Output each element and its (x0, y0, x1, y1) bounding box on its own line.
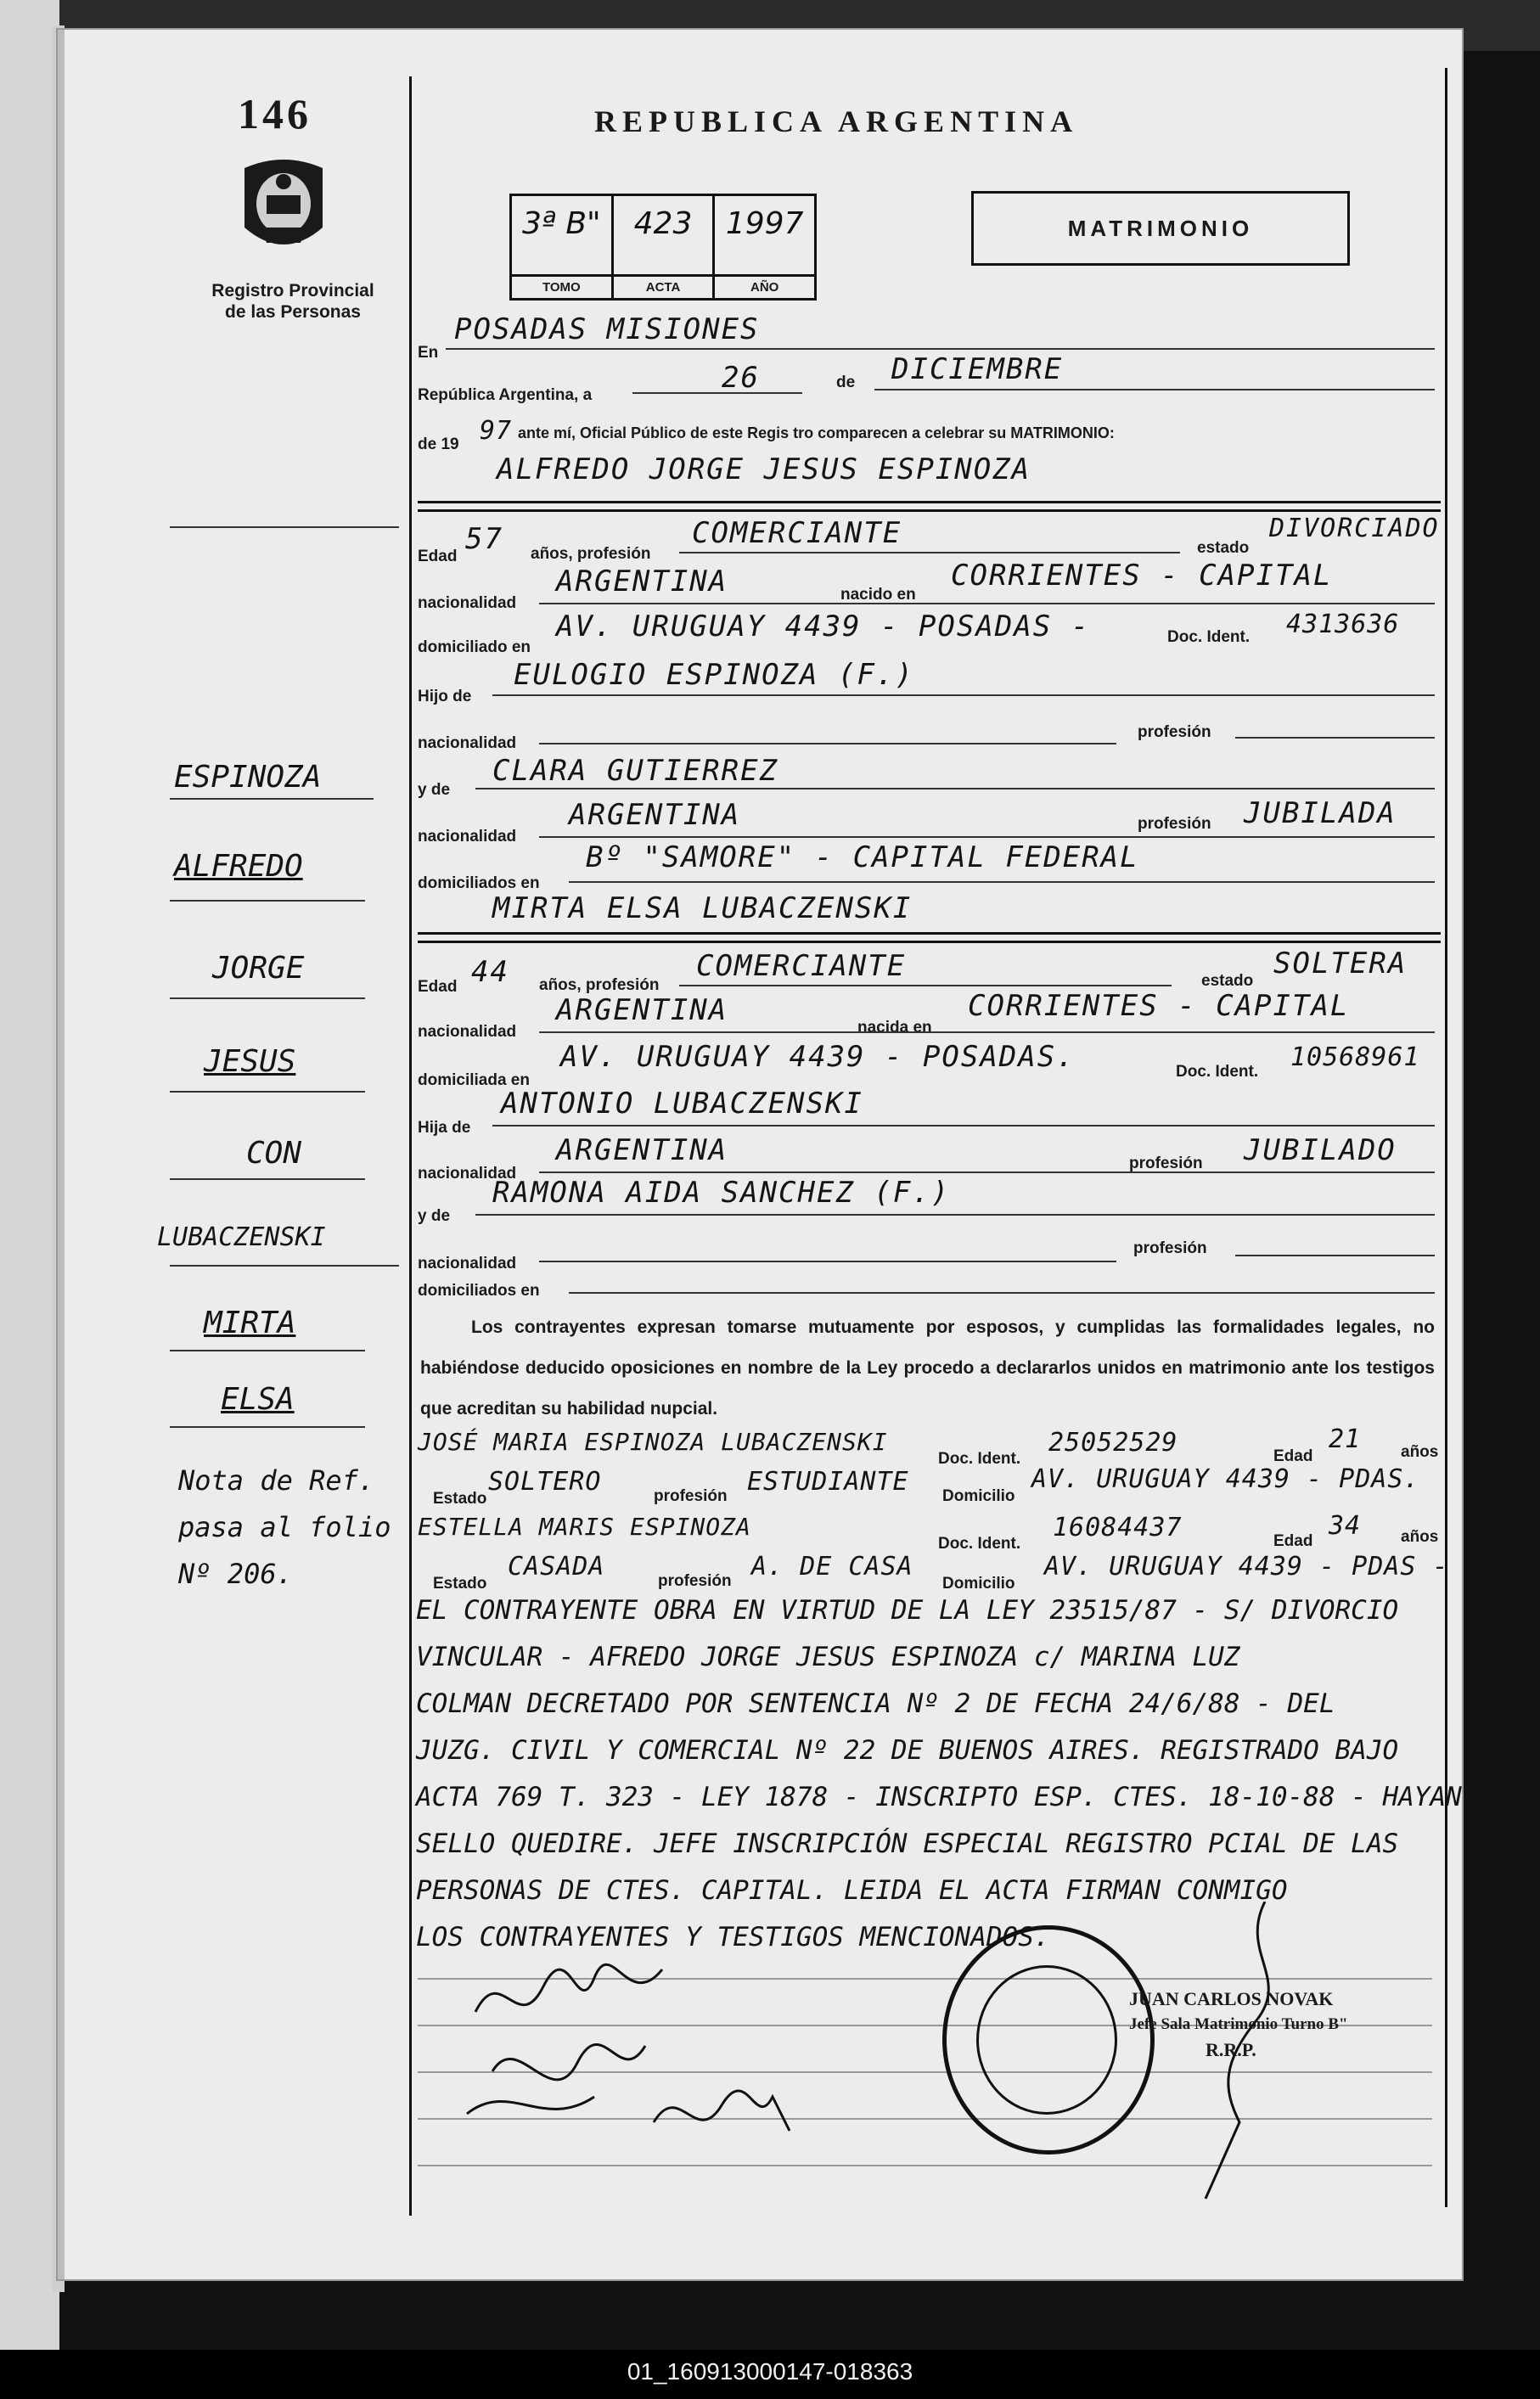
image-identifier: 01_160913000147-018363 (627, 2358, 913, 2385)
margin-surname1: ESPINOZA (174, 760, 322, 795)
groom-yde-label: y de (418, 781, 451, 799)
witness1-estado: SOLTERO (488, 1467, 602, 1497)
bride-profession: COMERCIANTE (696, 949, 907, 983)
groom-nacido-label: nacido en (840, 586, 916, 604)
year-suffix-value: 97 (480, 416, 513, 446)
tomo-value: 3ª B" (522, 206, 601, 241)
year-label: AÑO (715, 274, 814, 295)
signature-officer (1172, 1902, 1307, 2207)
bride-address: AV. URUGUAY 4439 - POSADAS. (560, 1040, 1076, 1074)
officer-org: R.R.P. (1206, 2039, 1256, 2060)
margin-divider (409, 76, 412, 2216)
groom-address: AV. URUGUAY 4439 - POSADAS - (556, 610, 1091, 643)
bride-estado: SOLTERA (1273, 947, 1408, 980)
bride-anos-label: años, profesión (539, 976, 660, 994)
groom-estado: DIVORCIADO (1269, 514, 1440, 543)
margin-surname2: LUBACZENSKI (157, 1222, 326, 1252)
witness1-name: JOSÉ MARIA ESPINOZA LUBACZENSKI (418, 1428, 888, 1456)
registry-org-name: Registro Provincial de las Personas (211, 281, 374, 322)
groom-parents-address: Bº "SAMORE" - CAPITAL FEDERAL (586, 840, 1139, 874)
place-value: POSADAS MISIONES (454, 312, 760, 346)
groom-name: ALFREDO JORGE JESUS ESPINOZA (497, 452, 1031, 486)
bride-nationality-label: nacionalidad (418, 1023, 517, 1041)
witness2-doc-label: Doc. Ident. (938, 1535, 1021, 1553)
officer-name: JUAN CARLOS NOVAK (1129, 1988, 1334, 2009)
groom-nationality: ARGENTINA (556, 565, 728, 598)
en-label: En (418, 344, 439, 362)
bride-doc-label: Doc. Ident. (1176, 1063, 1259, 1081)
witness2-name: ESTELLA MARIS ESPINOZA (418, 1513, 751, 1541)
witness2-anos-label: años (1401, 1528, 1439, 1546)
groom-profession: COMERCIANTE (692, 516, 902, 550)
margin-given1: ALFREDO (174, 849, 303, 884)
observations-text: EL CONTRAYENTE OBRA EN VIRTUD DE LA LEY 23515/87 - S/ DIVORCIO VINCULAR - AFREDO JORGE JESUS ESPINOZA c/ MARINA LUZ COLMAN DECRETADO POR SENTENCIA Nº 2 DE FECHA 24/6/88 - DEL JUZG. CIVIL Y COMERCIAL Nº 22 DE BUENOS AIRES. REGISTRADO BAJO ACTA 769 T. 323 - LEY 1878 - INSCRIPTO ESP. CTES. 18-10-88 - HAYAN SELLO QUEDIRE. JEFE INSCRIPCIÓN ESPECIAL REGISTRO PCIAL DE LAS PERSONAS DE CTES. CAPITAL. LEIDA EL ACTA FIRMAN CONMIGO LOS CONTRAYENTES Y TESTIGOS MENCIONADOS. (416, 1595, 1462, 1952)
year-prefix-label: de 19 (418, 435, 459, 453)
de-month-label: de (836, 374, 856, 391)
acta-value: 423 (633, 206, 693, 241)
bride-birthplace: CORRIENTES - CAPITAL (968, 989, 1350, 1023)
witness1-profession: ESTUDIANTE (747, 1467, 909, 1497)
document-type-box: MATRIMONIO (971, 191, 1350, 266)
bride-father-prof: JUBILADO (1244, 1133, 1397, 1167)
groom-parents-dom-label: domiciliados en (418, 874, 540, 892)
bride-mother: RAMONA AIDA SANCHEZ (F.) (492, 1176, 951, 1210)
groom-domicilio-label: domiciliado en (418, 638, 531, 656)
witness2-dom-label: Domicilio (942, 1575, 1015, 1593)
republica-label: República Argentina, a (418, 386, 593, 404)
groom-birthplace: CORRIENTES - CAPITAL (951, 559, 1333, 593)
background-left (0, 0, 59, 2399)
margin-given2: JORGE (212, 951, 305, 986)
groom-anos-label: años, profesión (531, 545, 651, 563)
bride-nacida-label: nacida en (857, 1019, 932, 1037)
witness1-estado-label: Estado (433, 1490, 487, 1508)
witness1-prof-label: profesión (654, 1487, 728, 1505)
signature-bride (645, 2071, 815, 2156)
margin-note-line2: pasa al folio (178, 1511, 391, 1543)
bride-nationality: ARGENTINA (556, 993, 728, 1027)
page-number: 146 (238, 90, 312, 138)
witness1-anos-label: años (1401, 1443, 1439, 1461)
groom-doc-label: Doc. Ident. (1167, 628, 1251, 646)
month-value: DICIEMBRE (891, 352, 1064, 386)
witness1-doc-label: Doc. Ident. (938, 1450, 1021, 1468)
groom-hijo-label: Hijo de (418, 688, 472, 705)
bride-domicilio-label: domiciliada en (418, 1071, 530, 1089)
groom-mother-prof: JUBILADA (1244, 796, 1397, 830)
margin-note-line3: Nº 206. (178, 1558, 293, 1590)
groom-nationality-label: nacionalidad (418, 594, 517, 612)
bride-mother-nat-label: nacionalidad (418, 1255, 517, 1273)
witness1-age: 21 (1329, 1424, 1362, 1454)
bride-name: MIRTA ELSA LUBACZENSKI (492, 891, 913, 925)
bride-mother-prof-label: profesión (1133, 1239, 1207, 1257)
witness1-dom-label: Domicilio (942, 1487, 1015, 1505)
margin-given5: ELSA (221, 1382, 295, 1417)
witness2-edad-label: Edad (1273, 1532, 1313, 1550)
bride-father-nat-label: nacionalidad (418, 1165, 517, 1183)
witness2-address: AV. URUGUAY 4439 - PDAS - (1044, 1552, 1449, 1582)
declaration-text: Los contrayentes expresan tomarse mutuamente por esposos, y cumplidas las formalidades legales, no habiéndose deducido oposiciones en nombre de la Ley procedo a declararlos unidos en matrimonio ante los testigos que acreditan su habilidad nupcial. (420, 1317, 1435, 1419)
bride-age: 44 (471, 955, 509, 989)
witness1-doc: 25052529 (1048, 1428, 1178, 1458)
witness2-prof-label: profesión (658, 1572, 732, 1590)
year-value: 1997 (725, 206, 804, 241)
margin-given4: MIRTA (204, 1306, 296, 1340)
groom-father: EULOGIO ESPINOZA (F.) (514, 658, 914, 692)
witness1-edad-label: Edad (1273, 1447, 1313, 1465)
margin-note-line1: Nota de Ref. (178, 1464, 375, 1497)
groom-father-nat-label: nacionalidad (418, 734, 517, 752)
ante-text: ante mí, Oficial Público de este Regis tro comparecen a celebrar su MATRIMONIO: (518, 424, 1115, 441)
witness2-age: 34 (1329, 1511, 1362, 1541)
groom-age: 57 (465, 522, 503, 556)
acta-label: ACTA (614, 274, 713, 295)
witness2-estado: CASADA (508, 1552, 605, 1582)
groom-mother: CLARA GUTIERREZ (492, 754, 779, 788)
groom-father-prof-label: profesión (1138, 723, 1211, 741)
witness1-address: AV. URUGUAY 4439 - PDAS. (1031, 1464, 1420, 1494)
bride-yde-label: y de (418, 1207, 451, 1225)
groom-edad-label: Edad (418, 548, 458, 565)
groom-estado-label: estado (1197, 539, 1250, 557)
bride-hija-label: Hija de (418, 1119, 471, 1137)
witness2-profession: A. DE CASA (751, 1552, 913, 1582)
bride-parents-dom-label: domiciliados en (418, 1282, 540, 1300)
bride-father: ANTONIO LUBACZENSKI (501, 1087, 863, 1121)
margin-con: CON (246, 1136, 302, 1171)
groom-doc: 4313636 (1286, 610, 1400, 639)
tomo-label: TOMO (512, 274, 611, 295)
record-reference-box (509, 194, 817, 301)
bride-estado-label: estado (1201, 972, 1254, 990)
bride-edad-label: Edad (418, 978, 458, 996)
officer-title: Jefe Sala Matrimonio Turno B" (1129, 2015, 1348, 2033)
witness2-doc: 16084437 (1053, 1513, 1183, 1542)
groom-mother-prof-label: profesión (1138, 815, 1211, 833)
official-stamp-inner (976, 1965, 1117, 2115)
bride-father-prof-label: profesión (1129, 1155, 1203, 1172)
groom-mother-nat-label: nacionalidad (418, 828, 517, 846)
page-title: REPUBLICA ARGENTINA (594, 104, 1079, 138)
margin-given3: JESUS (204, 1044, 296, 1079)
provincial-seal-icon (236, 151, 331, 263)
day-value: 26 (722, 361, 760, 395)
bride-father-nat: ARGENTINA (556, 1133, 728, 1167)
bride-doc: 10568961 (1290, 1042, 1420, 1072)
groom-mother-nat: ARGENTINA (569, 798, 741, 832)
witness2-estado-label: Estado (433, 1575, 487, 1593)
